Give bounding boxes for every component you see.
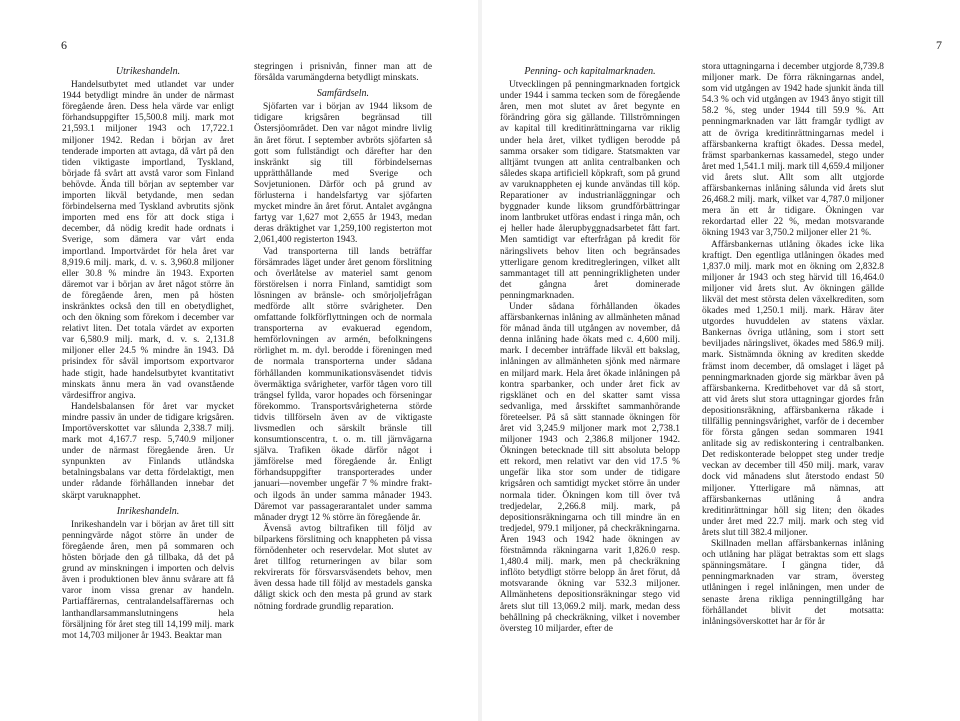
text-column	[254, 62, 432, 613]
text-column	[500, 62, 680, 635]
page-number: 7	[936, 38, 942, 52]
text-column	[702, 62, 884, 628]
text-column	[62, 62, 234, 642]
left-page	[0, 0, 478, 721]
paragraph: Handelsutbytet med utlandet var under 1944 betydligt mindre än under de närmast föregående åren. Dess hela värde var enligt förhandsuppgifter 15,500.8 milj. mark mot 21,593.1 miljoner 1943 och 17,722.1 miljoner 1942. Redan i början av året tenderade importen att avtaga, då vårt på den tiden viktigaste importland, Tyskland, började få svårt att avstå varor som Finland behövde. Ända till början av september var importen likväl betydande, men sedan förbindelserna med Tyskland avbrutits sjönk importen med ens för att dock stiga i december, då nödig kredit hade ordnats i Sverige, som dämera var vårt enda importland. Importvärdet för hela året var 8,919.6 milj. mark, d. v. s. 3,960.8 miljoner eller 30.8 % mindre än 1943. Exporten däremot var i början av året något större än de föregående åren, men på hösten inskränktes också den till en obetydlighet, och den ökning som förekom i december var relativt liten. Det totala värdet av exporten var 6,580.9 milj. mark, d. v. s. 2,131.8 miljoner eller 24.5 % mindre än 1943. Då prisindex för såväl importsom exportvaror hade stigit, hade handelsutbytet kvantitativt minskats ännu mera än vad ovanstående värdesiffror angiva.	[62, 80, 234, 401]
paragraph: Utvecklingen på penningmarknaden fortgick under 1944 i samma tecken som de föregående åren, men mot slutet av året begynte en förändring göra sig gällande. Tillströmningen av kapital till kreditinrättningarna var riklig under hela året, vilket tydligen berodde på samma orsaker som tidigare. Statsmakten var alltjämt tvungen att anlita centralbanken och således skapa artificiell köpkraft, som på grund av varuknappheten ej kunde användas till köp. Reparationer av industrianläggningar och byggnader kunde liksom grundförbättringar inom lantbruket utföras endast i ringa mån, och ej heller hade ålerupbyggnadsarbetet fått fart. Men samtidigt var efterfrågan på kredit för näringslivets behov liten och begränsades ytterligare genom kreditregleringen, vilket allt sammantaget till att penningrikligheten under det gångna året dominerade penningmarknaden.	[500, 80, 680, 301]
page-number: 6	[61, 38, 67, 52]
section-heading: Inrikeshandeln.	[116, 505, 180, 517]
paragraph: Skillnaden mellan affärsbankernas inlåning och utlåning har plägat betraktas som ett slags spänningsmätare. I gängna tider, då penningmarknaden var stram, översteg utlåningen i regel inlåningen, men under de senaste årena rikliga penningtillgång har förhållandet blivit det motsatta: inlåningsöverskottet har år för år	[702, 539, 884, 627]
section-heading: Samfärdseln.	[316, 88, 370, 100]
paragraph: Inrikeshandeln var i början av året till sitt penningvärde något större än under de föregående åren, men på sommaren och hösten började den gå tillbaka, då det på grund av minskningen i importen och delvis även i produktionen blev ännu svårare att få varor inom vissa grenar av handeln. Partiaffärernas, centralandelsaffärernas och lanthandlarsammanslutningens hela försäljning för året steg till 14,199 milj. mark mot 14,703 miljoner år 1943. Beaktar man	[62, 519, 234, 641]
paragraph: Handelsbalansen för året var mycket mindre passiv än under de tidigare krigsåren. Importöverskottet var sålunda 2,338.7 milj. mark mot 4,167.7 resp. 5,740.9 miljoner under de närmast föregående åren. Ur synpunkten av Finlands utländska betalningsbalans var detta fördelaktigt, men under rådande förhållanden innebar det skärpt varuknapphet.	[62, 401, 234, 501]
section-heading: Penning- och kapitalmarknaden.	[524, 66, 656, 77]
section-heading: Utrikeshandeln.	[115, 66, 181, 77]
paragraph: Under sådana förhållanden ökades affärsbankernas inlåning av allmänheten månad för månad ända till utgången av november, då denna inlåning hade ökats med c. 4,600 milj. mark. I december inträffade likväl ett bakslag, inlåningen av allmänheten sjönk med närmare en miljard mark. Hela året ökade inlåningen på kontra sparbanker, och under året fick av rigsklänet och en del skatter samt vissa sedvanliga, med årsskiftet sammanhörande företeelser. På så sätt stannade ökningen för året vid 3,245.9 miljoner mark mot 2,738.1 miljoner 1943 och 2,386.8 miljoner 1942. Ökningen betecknade till sitt absoluta belopp ett rekord, men relativt var den vid 17.5 % ungefär lika stor som under de tidigare krigsåren och samtidigt mycket större än under normala tider. Ökningen kom till över två tredjedelar, 2,266.8 milj. mark, på depositionsräkningarna och till mindre än en tredjedel, 979.1 miljoner, på checkräkningarna. Åren 1943 och 1942 hade ökningen av förstnämnda räkningarna varit 1,826.0 resp. 1,480.4 milj. mark, men på checkräkning inflöto betydligt större belopp än året förut, då motsvarande ökning var 532.3 miljoner. Allmänhetens depositionsräkningar stego vid årets slut till 13,069.2 milj. mark, medan dess behållning på checkräkning, vilket i november översteg 10 miljarder, efter de	[500, 301, 680, 634]
paragraph: stora uttagningarna i december utgjorde 8,739.8 miljoner mark. De förra räkningarnas andel, som vid utgången av 1942 hade sjunkit ända till 54.3 % och vid utgången av 1943 ånyo stigit till 58.2 %, steg under 1944 till 59.9 %. Att penningmarknaden var lätt framgår tydligt av att de övriga kreditinrättningarnas medel i affärsbankerna kraftigt ökades. Dessa medel, främst sparbankernas kassamedel, stego under året med 1,541.1 milj. mark till 4,659.4 miljoner vid årets slut. Allt som allt utgjorde affärsbankernas inlåning sålunda vid årets slut 26,468.2 milj. mark, vilket var 4,787.0 miljoner mera än ett år tidigare. Ökningen var rekordartad eller 22 %, medan motsvarande ökning 1943 var 3,750.2 miljoner eller 21 %.	[702, 62, 884, 239]
paragraph: stegringen i prisnivån, finner man att de försålda varumängderna betydligt minskats.	[254, 62, 432, 84]
paragraph: Sjöfarten var i början av 1944 liksom de tidigare krigsåren begränsad till Östersjöområdet. Den var något mindre livlig än året förut. I september avbröts sjöfarten så gott som fullständigt och därefter har den inskränkt sig till förbindelsernas upprätthållande med Sverige och Sovjetunionen. Därför och på grund av förlusterna i handelsfartyg var sjöfarten mycket mindre än året förut. Antalet avgångna fartyg var 1,627 mot 2,655 år 1943, medan deras dräktighet var 1,259,100 registerton mot 2,061,400 registerton 1943.	[254, 102, 432, 246]
paragraph: Ävensä avtog biltrafiken till följd av bilparkens förslitning och knappheten på vissa förnödenheter och reservdelar. Mot slutet av året tillfog returneringen av bilar som rekvirerats för försvarsväsendets behov, men även dessa hade till följd av mestadels ganska dåligt skick och den mesta på grund av stark nötning fordrade grundlig reparation.	[254, 523, 432, 612]
right-page	[482, 0, 960, 721]
paragraph: Vad transporterna till lands beträffar försämrades läget under året genom förslitning och överlåtelse av materiel samt genom förstörelsen i norra Finland, samtidigt som lösningen av bränsle- och smörjoljefrågan medförde allt större svårigheter. Den omfattande folkförflyttningen och de normala transporterna av evakuerad egendom, hemförlovningen av armén, befolkningens rörlighet m. m. dyl. berodde i föreningen med de normala transporterna under sådana förhållanden kommunikationsväsendet tidvis övermäktiga svårigheter, varför tågen voro till trängsel fyllda, varor hopades och förseningar förekommo. Transportsvårigheterna störde tidvis tillförseln även av de viktigaste livsmedlen och särskilt bränsle till konsumtionscentra, t. o. m. till järnvägarna själva. Trafiken ökade därför något i jämförelse med föregående år. Enligt förhandsuppgifter transporterades under januari—november ungefär 7 % mindre frakt- och ilgods än under samma månader 1943. Däremot var passagerarantalet under samma månader drygt 12 % större än föregående år.	[254, 246, 432, 523]
paragraph: Affärsbankernas utlåning ökades icke lika kraftigt. Den egentliga utlåningen ökades med 1,837.0 milj. mark mot en ökning om 2,832.8 miljoner år 1943 och steg härvid till 16,464.0 miljoner vid årets slut. Av ökningen gällde likväl det mest största delen växelkrediten, som ökades med 1,250.1 milj. mark. Härav äter utgordes huvuddelen av statens växlar. Bankernas övriga utlåning, som i stort sett beviljades näringslivet, ökades med 586.9 milj. mark. Sistnämnda ökning av krediten skedde främst inom december, då omslaget i läget på penningmarknaden gjorde sig märkbar även på affärsbankerna. Kreditbehovet var då så stort, att vid årets slut stora uttagningar gjordes från depositionsräkning, affärsbankerna råkade i tillfällig penningsvårighet, varför de i december för första gången sedan sommaren 1941 anlitade sig av rediskontering i centralbanken. Det rediskonterade beloppet steg under tredje veckan av december till 450 milj. mark, varav dock vid månadens slut återstodo endast 50 miljoner. Ytterligare må nämnas, att affärsbankernas utlåning å andra kreditinrättningar höll sig liten; den ökades under året med 22.7 milj. mark och steg vid årets slut till 382.4 miljoner.	[702, 239, 884, 538]
